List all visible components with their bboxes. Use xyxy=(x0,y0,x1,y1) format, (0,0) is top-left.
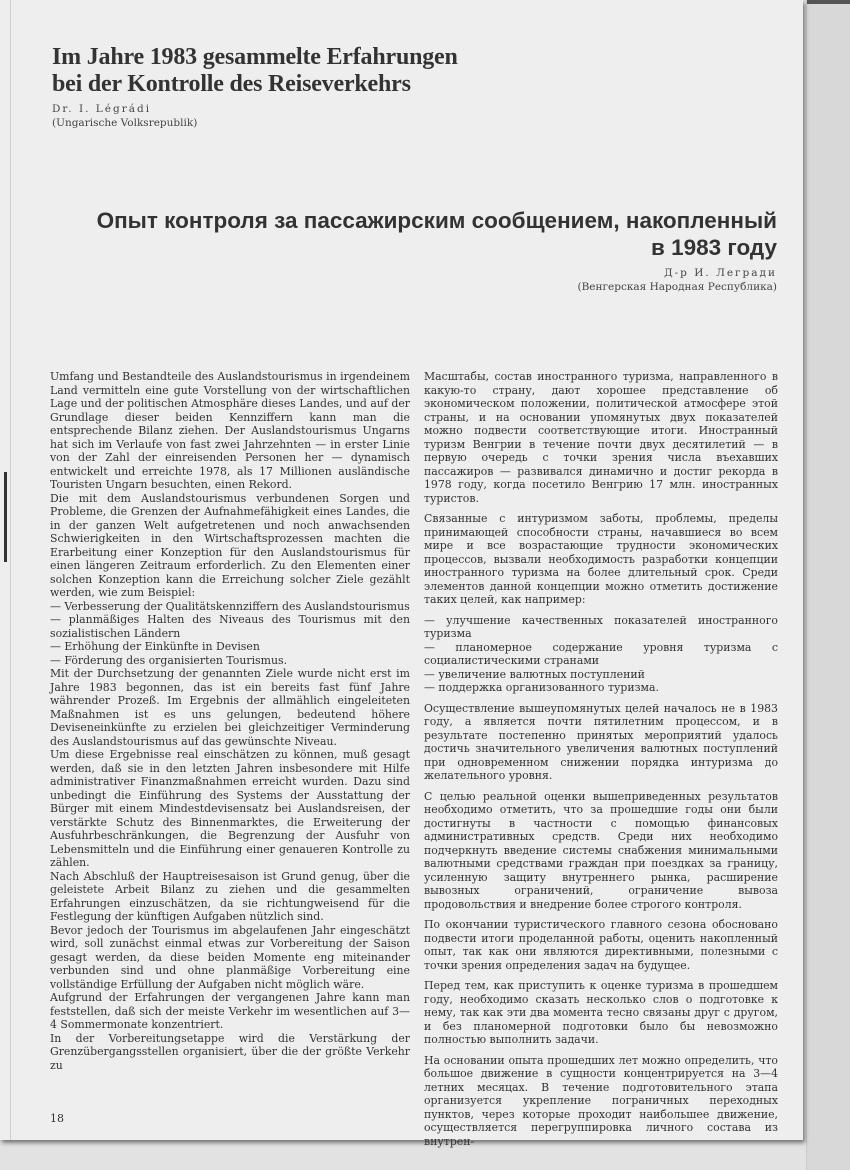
russian-paragraph: С целью реальной оценки вышеприведенных результатов необходимо отметить, что за прошедшие годы они были достигнуты в частности с помощью финансовых административных средств. Среди них необходимо подчеркнуть введение системы снабжения минимальными валютными средствами граждан при поездках за границу, усиленную защиту внутреннего рынка, расширение вывозных ограничений, ограничение вывоза продовольствия и внедрение более строгого контроля. xyxy=(424,789,778,911)
russian-author: Д-р И. Легради xyxy=(664,267,777,279)
russian-title-line-2: в 1983 году xyxy=(651,235,777,260)
binding-mark xyxy=(4,472,7,562)
russian-list-item: — поддержка организованного туризма. xyxy=(424,681,659,694)
page-number: 18 xyxy=(50,1112,64,1125)
german-list-item: — Förderung des organisierten Tourismus. xyxy=(50,653,288,667)
german-author: Dr. I. Légrádi xyxy=(52,103,152,115)
scanner-edge xyxy=(806,0,850,1170)
german-title-line-2: bei der Kontrolle des Reiseverkehrs xyxy=(52,71,411,97)
german-paragraph: Um diese Ergebnisse real einschätzen zu können, muß gesagt werden, daß sie in den letzten Jahren insbesondere mit Hilfe administrativer Finanzmaßnahmen erreicht wurden. Dazu sind unbedingt die Einführung des Systems der Ausstattung der Bürger mit einem Mindestdevisensatz bei Auslandsreisen, der verstärkte Schutz des Binnenmarktes, die Erweiterung der Ausfuhrbeschränkungen, die Begrenzung der Ausfuhr von Lebensmitteln und die Einführung einer genaueren Kontrolle zu zählen. xyxy=(50,748,410,869)
russian-byline xyxy=(460,266,777,294)
german-title xyxy=(52,44,522,98)
german-list-item: — Erhöhung der Einkünfte in Devisen xyxy=(50,640,260,653)
russian-affiliation: (Венгерская Народная Республика) xyxy=(577,281,777,293)
german-paragraph: In der Vorbereitungsetappe wird die Verstärkung der Grenzübergangsstellen organisiert, über die der größte Verkehr zu xyxy=(50,1031,410,1072)
russian-list-item: — улучшение качественных показателей иностранного туризма xyxy=(424,613,778,640)
russian-list xyxy=(424,614,778,695)
russian-paragraph: Масштабы, состав иностранного туризма, направленного в какую-то страну, дают хорошее представление об экономическом положении, политической атмосфере этой страны, и на основании упомянутых двух показателей можно подвести соответствующие итоги. Иностранный туризм Венгрии в течение почти двух десятилетий — в первую очередь с точки зрения числа въехавших пассажиров — развивался динамично и достиг рекорда в 1978 году, когда посетило Венгрию 17 млн. иностранных туристов. xyxy=(424,370,778,505)
russian-title-line-1: Опыт контроля за пассажирским сообщением, накопленный xyxy=(96,208,777,233)
german-paragraph: Nach Abschluß der Hauptreisesaison ist Grund genug, über die geleistete Arbeit Bilanz zu ziehen und die gesammelten Erfahrungen einzuschätzen, da sie richtungweisend für die Festlegung der künftigen Aufgaben nützlich sind. xyxy=(50,869,410,923)
german-byline xyxy=(52,102,197,130)
german-column xyxy=(50,370,410,1072)
german-list-item: — Verbesserung der Qualitätskennziffern des Auslandstourismus xyxy=(50,599,410,613)
binding-line xyxy=(10,0,11,1140)
russian-paragraph: Осуществление вышеупомянутых целей началось не в 1983 году, а является почти пятилетним процессом, и в результате постепенно принятых мероприятий удалось достичь значительного увеличения валютных поступлений при одновременном снижении порядка интуризма до желательного уровня. xyxy=(424,701,778,782)
german-paragraph: Aufgrund der Erfahrungen der vergangenen Jahre kann man feststellen, daß sich der meiste Verkehr im wesentlichen auf 3—4 Sommermonate konzentriert. xyxy=(50,991,410,1031)
russian-paragraph: По окончании туристического главного сезона обосновано подвести итоги проделанной работы, оценить накопленный опыт, так как они являются директивными, полезными с точки зрения определения задач на будущее. xyxy=(424,918,778,972)
russian-title xyxy=(60,207,777,261)
german-paragraph: Bevor jedoch der Tourismus im abgelaufenen Jahr eingeschätzt wird, soll zunächst einmal etwas zur Vorbereitung der Saison gesagt werden, da diese beiden Momente eng miteinander verbunden sind und ohne planmäßige Vorbereitung eine vollständige Erfüllung der Aufgaben nicht möglich wäre. xyxy=(50,923,410,991)
german-paragraph: Mit der Durchsetzung der genannten Ziele wurde nicht erst im Jahre 1983 begonnen, das ist ein bereits fast fünf Jahre währender Prozeß. Im Ergebnis der allmählich eingeleiteten Maßnahmen ist es uns gelungen, bedeutend höhere Deviseneinkünfte zu erzielen bei gleichzeitiger Verminderung des Auslandstourismus auf das gewünschte Niveau. xyxy=(50,667,410,748)
russian-paragraph: На основании опыта прошедших лет можно определить, что большое движение в сущности концентрируется на 3—4 летних месяцах. В течение подготовительного этапа организуется укрепление пограничных переходных пунктов, через которые проходит наибольшее движение, осуществляется перегруппировка личного состава из внутрен- xyxy=(424,1053,778,1148)
russian-list-item: — планомерное содержание уровня туризма с социалистическими странами xyxy=(424,640,778,667)
russian-list-item: — увеличение валютных поступлений xyxy=(424,667,645,681)
scanner-edge-dark xyxy=(807,0,850,4)
russian-column xyxy=(424,370,778,1155)
german-paragraph: Umfang und Bestandteile des Auslandstourismus in irgendeinem Land vermitteln eine gute Vorstellung von der wirtschaftlichen Lage und der politischen Atmosphäre dieses Landes, und auf der Grundlage dieser beiden Kennziffern kann man die entsprechende Bilanz ziehen. Der Auslandstourismus Ungarns hat sich im Verlaufe von fast zwei Jahrzehnten — in erster Linie von der Zahl der einreisenden Personen her — dynamisch entwickelt und erreichte 1978, als 17 Millionen ausländische Touristen Ungarn besuchten, einen Rekord. xyxy=(50,370,410,491)
german-title-line-1: Im Jahre 1983 gesammelte Erfahrungen xyxy=(52,44,458,70)
german-paragraph: Die mit dem Auslandstourismus verbundenen Sorgen und Probleme, die Grenzen der Aufnahmefähigkeit eines Landes, die in der ganzen Welt aufgetretenen und noch anwachsenden Schwierigkeiten in den Wirtschaftsprozessen machten die Erarbeitung einer Konzeption für den Auslandstourismus für einen längeren Zeitraum erforderlich. Zu den Elementen einer solchen Konzeption kann die Erreichung solcher Ziele gezählt werden, wie zum Beispiel: xyxy=(50,491,410,599)
german-list-item: — planmäßiges Halten des Niveaus des Tourismus mit den sozialistischen Ländern xyxy=(50,613,410,640)
russian-paragraph: Связанные с интуризмом заботы, проблемы, пределы принимающей способности страны, начавшиеся во всем мире и все возрастающие трудности экономических процессов, вызвали необходимость разработки концепции иностранного туризма на более длительный срок. Среди элементов данной концепции можно отметить достижение таких целей, как например: xyxy=(424,512,778,606)
german-affiliation: (Ungarische Volksrepublik) xyxy=(52,117,198,129)
russian-paragraph: Перед тем, как приступить к оценке туризма в прошедшем году, необходимо сказать несколько слов о подготовке к нему, так как эти два момента тесно связаны друг с другом, и без планомерной подготовки было бы невозможно полностью выполнить задачи. xyxy=(424,979,778,1046)
